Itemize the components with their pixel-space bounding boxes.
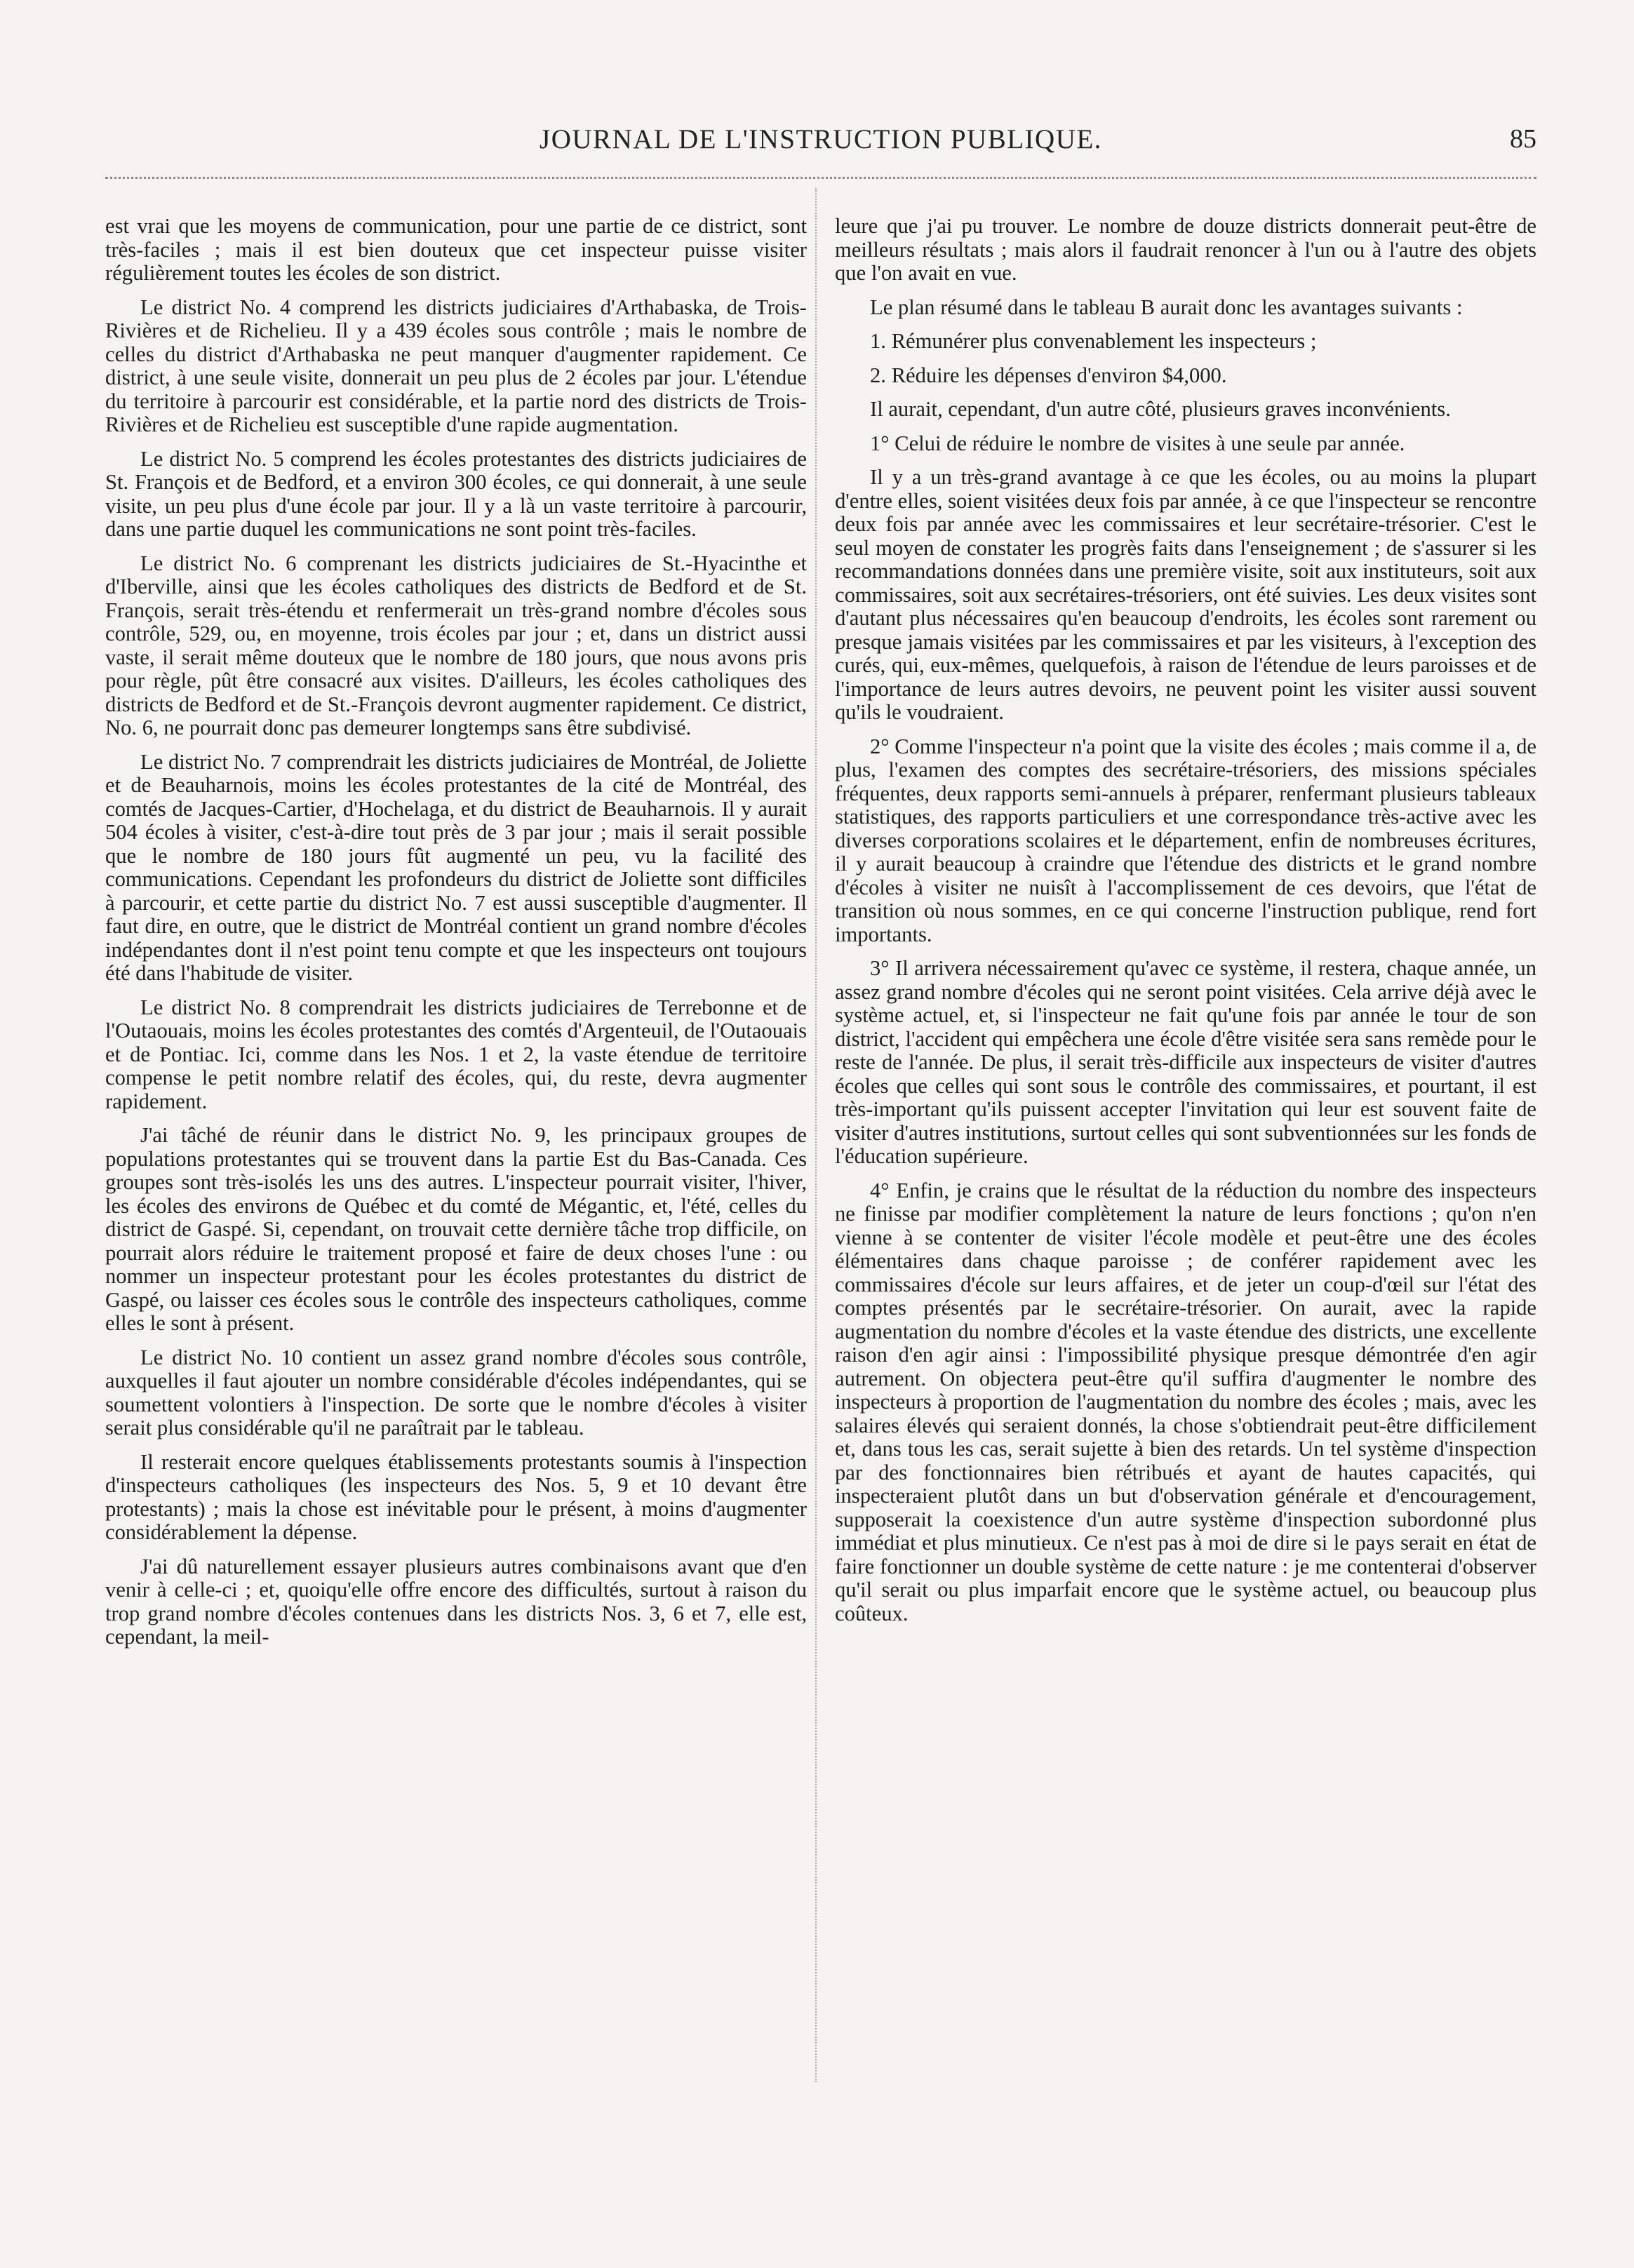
paragraph: 1° Celui de réduire le nombre de visites à une seule par année.: [870, 431, 1405, 455]
paragraph: Il y a un très-grand avantage à ce que les écoles, ou au moins la plupart d'entre elles, soient visitées deux fois par année, à ce que l'inspecteur se rencontre deux fois par année avec les commissaires et leur secrétaire-trésorier. C'est le seul moyen de constater les progrès faits dans l'enseignement ; de s'assurer si les recommandations données dans une première visite, soit aux instituteurs, soit aux commissaires, soit aux secrétaires-trésoriers, ont été suivies. Les deux visites sont d'autant plus nécessaires qu'en beaucoup d'endroits, les écoles sont rarement ou presque jamais visitées par les commissaires et par les visiteurs, à l'exception des curés, qui, eux-mêmes, quelquefois, à raison de l'étendue de leurs paroisses et de l'importance de leurs autres devoirs, ne peuvent point les visiter aussi souvent qu'ils le voudraient.: [835, 465, 1536, 724]
paragraph: 2. Réduire les dépenses d'environ $4,000.: [870, 363, 1227, 387]
paragraph: 3° Il arrivera nécessairement qu'avec ce système, il restera, chaque année, un assez grand nombre d'écoles qui ne seront point visitées. Cela arrive déjà avec le système actuel, et, si l'inspecteur ne fait qu'une fois par année le tour de son district, l'accident qui empêchera une école d'être visitée sera sans remède pour le reste de l'année. De plus, il serait très-difficile aux inspecteurs de visiter d'autres écoles que celles qui sont sous le contrôle des commissaires, et pourtant, il est très-important qu'ils puissent accepter l'invitation qui leur est souvent faite de visiter d'autres institutions, surtout celles qui sont subventionnées sur les fonds de l'éducation supérieure.: [835, 956, 1536, 1168]
paragraph: Le district No. 6 comprenant les districts judiciaires de St.-Hyacinthe et d'Iberville, ainsi que les écoles catholiques des districts de Bedford et de St. François, serait très-étendu et renfermerait un très-grand nombre d'écoles sous contrôle, 529, ou, en moyenne, trois écoles par jour ; et, dans un district aussi vaste, il serait même douteux que le nombre de 180 jours, que nous avons pris pour règle, pût être consacré aux visites. D'ailleurs, les écoles catholiques des districts de Bedford et de St.-François devront augmenter rapidement. Ce district, No. 6, ne pourrait donc pas demeurer longtemps sans être subdivisé.: [105, 551, 807, 739]
paragraph: Le district No. 4 comprend les districts judiciaires d'Arthabaska, de Trois-Rivières et de Richelieu. Il y a 439 écoles sous contrôle ; mais le nombre de celles du district d'Arthabaska ne peut manquer d'augmenter rapidement. Ce district, à une seule visite, donnerait un peu plus de 2 écoles par jour. L'étendue du territoire à parcourir est considérable, et la partie nord des districts de Trois-Rivières et de Richelieu est susceptible d'une rapide augmentation.: [105, 295, 807, 436]
right-column: [835, 215, 1536, 2095]
paragraph: Il resterait encore quelques établissements protestants soumis à l'inspection d'inspecteurs catholiques (les inspecteurs des Nos. 5, 9 et 10 devant être protestants) ; mais la chose est inévitable pour le présent, à moins d'augmenter considérablement la dépense.: [105, 1449, 807, 1544]
paragraph: J'ai dû naturellement essayer plusieurs autres combinaisons avant que d'en venir à celle-ci ; et, quoiqu'elle offre encore des difficultés, surtout à raison du trop grand nombre d'écoles contenues dans les districts Nos. 3, 6 et 7, elle est, cependant, la meil-: [105, 1554, 807, 1649]
paragraph: 2° Comme l'inspecteur n'a point que la visite des écoles ; mais comme il a, de plus, l'examen des comptes des secrétaire-trésoriers, des missions spéciales fréquentes, deux rapports semi-annuels à préparer, renfermant plusieurs tableaux statistiques, des rapports particuliers et une correspondance très-active avec les diverses corporations scolaires et le département, enfin de nombreuses écritures, il y aurait beaucoup à craindre que l'étendue des districts et le grand nombre d'écoles à visiter ne nuisît à l'accomplissement de ces devoirs, que l'état de transition où nous sommes, en ce qui concerne l'instruction publique, rend fort importants.: [835, 734, 1536, 946]
page-number: 85: [1510, 124, 1536, 154]
column-divider: [815, 188, 817, 2082]
left-column: [105, 215, 807, 2095]
paragraph: Il aurait, cependant, d'un autre côté, plusieurs graves inconvénients.: [870, 397, 1451, 421]
paragraph: Le district No. 5 comprend les écoles protestantes des districts judiciaires de St. François et de Bedford, et a environ 300 écoles, ce qui donnerait, à une seule visite, un peu plus d'une école par jour. Il y a là un vaste territoire à parcourir, dans une partie duquel les communications ne sont point très-faciles.: [105, 446, 807, 541]
paragraph: est vrai que les moyens de communication, pour une partie de ce district, sont très-faciles ; mais il est bien douteux que cet inspecteur puisse visiter régulièrement toutes les écoles de son district.: [105, 215, 807, 285]
paragraph: Le district No. 7 comprendrait les districts judiciaires de Montréal, de Joliette et de Beauharnois, moins les écoles protestantes de la cité de Montréal, des comtés de Jacques-Cartier, d'Hochelaga, et du district de Beauharnois. Il y aurait 504 écoles à visiter, c'est-à-dire tout près de 3 par jour ; mais il serait possible que le nombre de 180 jours fût augmenté un peu, vu la facilité des communications. Cependant les profondeurs du district de Joliette sont difficiles à parcourir, et cette partie du district No. 7 est aussi susceptible d'augmenter. Il faut dire, en outre, que le district de Montréal contient un grand nombre d'écoles indépendantes dont il n'est point tenu compte et que les inspecteurs ont toujours été dans l'habitude de visiter.: [105, 749, 807, 985]
page-header: [105, 123, 1536, 166]
paragraph: Le district No. 8 comprendrait les districts judiciaires de Terrebonne et de l'Outaouais, moins les écoles protestantes des comtés d'Argenteuil, de l'Outaouais et de Pontiac. Ici, comme dans les Nos. 1 et 2, la vaste étendue de territoire compense le petit nombre relatif des écoles, qui, du reste, devra augmenter rapidement.: [105, 995, 807, 1113]
paragraph: 4° Enfin, je crains que le résultat de la réduction du nombre des inspecteurs ne finisse par modifier complètement la nature de leurs fonctions ; qu'on n'en vienne à se contenter de visiter l'école modèle et peut-être une des écoles élémentaires dans chaque paroisse ; de conférer rapidement avec les commissaires d'école sur leurs affaires, et de jeter un coup-d'œil sur l'état des comptes présentés par le secrétaire-trésorier. On aurait, avec la rapide augmentation du nombre d'écoles et la vaste étendue des districts, une excellente raison d'en agir ainsi : l'impossibilité physique presque démontrée d'en agir autrement. On objectera peut-être qu'il suffira d'augmenter le nombre des inspecteurs à proportion de l'augmentation du nombre des écoles ; mais, avec les salaires élevés qui seraient donnés, la chose s'obtiendrait peut-être difficilement et, dans tous les cas, serait sujette à bien des retards. Un tel système d'inspection par des fonctionnaires bien rétribués et ayant de hautes capacités, qui inspecteraient plutôt dans un but d'observation générale et d'encouragement, supposerait la coexistence d'un autre système d'inspection subordonné plus immédiat et plus minutieux. Ce n'est pas à moi de dire si le pays serait en état de faire fonctionner un double système de cette nature : je me contenterai d'observer qu'il serait ou plus imparfait encore que le système actuel, ou beaucoup plus coûteux.: [835, 1178, 1536, 1625]
paragraph: leure que j'ai pu trouver. Le nombre de douze districts donnerait peut-être de meilleurs résultats ; mais alors il faudrait renoncer à l'un ou à l'autre des objets que l'on avait en vue.: [835, 215, 1536, 285]
paragraph: J'ai tâché de réunir dans le district No. 9, les principaux groupes de populations protestantes qui se trouvent dans la partie Est du Bas-Canada. Ces groupes sont très-isolés les uns des autres. L'inspecteur pourrait visiter, l'hiver, les écoles des environs de Québec et du comté de Mégantic, et, l'été, celles du district de Gaspé. Si, cependant, on trouvait cette dernière tâche trop difficile, on pourrait alors réduire le traitement proposé et faire de deux choses l'une : ou nommer un inspecteur protestant pour les écoles protestantes du district de Gaspé, ou laisser ces écoles sous le contrôle des inspecteurs catholiques, comme elles le sont à présent.: [105, 1123, 807, 1335]
paragraph: Le district No. 10 contient un assez grand nombre d'écoles sous contrôle, auxquelles il faut ajouter un nombre considérable d'écoles indépendantes, qui se soumettent volontiers à l'inspection. De sorte que le nombre d'écoles à visiter serait plus considérable qu'il ne paraîtrait par le tableau.: [105, 1345, 807, 1440]
header-rule: [105, 177, 1536, 179]
paragraph: Le plan résumé dans le tableau B aurait donc les avantages suivants :: [870, 295, 1463, 319]
running-title: JOURNAL DE L'INSTRUCTION PUBLIQUE.: [540, 124, 1102, 154]
paragraph: 1. Rémunérer plus convenablement les inspecteurs ;: [870, 329, 1317, 353]
